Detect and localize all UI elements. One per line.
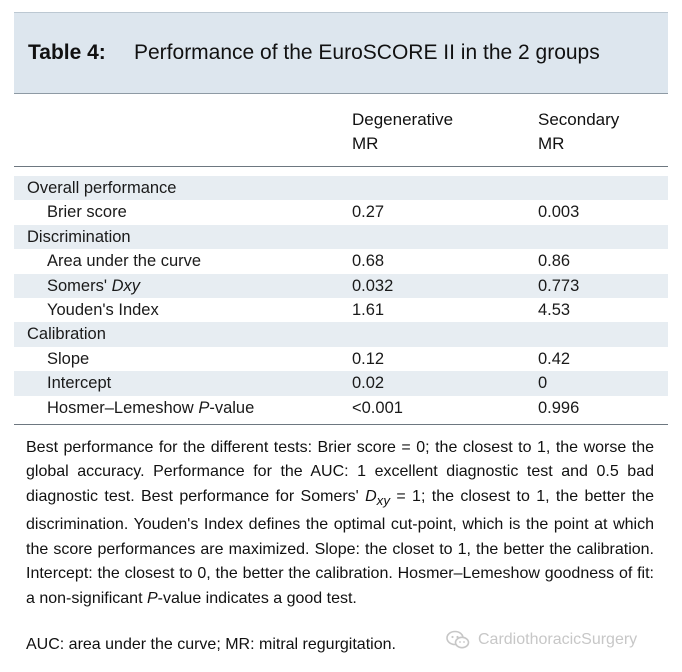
cell-secondary: 0.003 bbox=[538, 203, 580, 222]
table-row-discrimination bbox=[14, 225, 668, 249]
table-row-intercept bbox=[14, 371, 668, 395]
table-title: Performance of the EuroSCORE II in the 2 groups bbox=[134, 41, 600, 64]
table-row-slope bbox=[14, 347, 668, 371]
footnote-symbol: D bbox=[365, 487, 377, 505]
row-label-symbol: P bbox=[198, 398, 210, 417]
cell-degenerative: 0.12 bbox=[352, 349, 385, 368]
table-label: Table 4: bbox=[28, 41, 106, 64]
row-label-text: Somers' bbox=[47, 276, 112, 295]
body-divider bbox=[14, 424, 668, 425]
cell-degenerative: <0.001 bbox=[352, 398, 403, 417]
cell-degenerative: 1.61 bbox=[352, 300, 385, 319]
table-body bbox=[14, 176, 668, 420]
table-row-somers-dxy bbox=[14, 274, 668, 298]
column-header-secondary-line1: Secondary bbox=[538, 110, 620, 129]
row-label: Overall performance bbox=[27, 179, 177, 197]
footnote-subscript: xy bbox=[376, 493, 390, 508]
row-label-text: Hosmer–Lemeshow bbox=[47, 398, 199, 417]
row-label: Youden's Index bbox=[47, 300, 159, 319]
cell-secondary: 0 bbox=[538, 374, 548, 393]
cell-degenerative: 0.02 bbox=[352, 374, 385, 393]
table-footnote bbox=[26, 436, 654, 611]
cell-secondary: 0.773 bbox=[538, 276, 580, 295]
row-label: Area under the curve bbox=[47, 252, 202, 271]
footnote-text: Best performance for the different tests: Brier score = 0; the closest to 1, the worse the global accuracy. Performance for the AUC: 1 excellent diagnostic test and 0.5 bad diagnostic test. Best performance for Somers' bbox=[26, 439, 654, 505]
cell-degenerative: 0.68 bbox=[352, 252, 385, 271]
table-title-bar bbox=[14, 12, 668, 94]
table-row-brier-score bbox=[14, 200, 668, 224]
column-header-degenerative bbox=[352, 108, 453, 156]
row-label: Brier score bbox=[47, 203, 127, 222]
table-row-youden-index bbox=[14, 298, 668, 322]
footnote-p-symbol: P bbox=[146, 589, 158, 607]
table-row-hosmer-lemeshow bbox=[14, 396, 668, 420]
row-label: Calibration bbox=[27, 325, 106, 344]
cell-secondary: 0.86 bbox=[538, 252, 571, 271]
header-divider bbox=[14, 166, 668, 167]
abbreviations-note: AUC: area under the curve; MR: mitral regurgitation. bbox=[26, 636, 396, 653]
cell-degenerative: 0.032 bbox=[352, 276, 394, 295]
table-row-auc bbox=[14, 249, 668, 273]
row-label: Intercept bbox=[47, 374, 112, 393]
column-header-secondary-line2: MR bbox=[538, 134, 565, 153]
table-row-calibration bbox=[14, 322, 668, 346]
row-label: Discrimination bbox=[27, 227, 131, 246]
cell-secondary: 0.42 bbox=[538, 349, 571, 368]
cell-secondary: 0.996 bbox=[538, 398, 580, 417]
row-label bbox=[47, 396, 254, 420]
footnote-text: = 1; the closest to 1, the better the discrimination. Youden's Index defines the optimal cut-point, which is the point at which the score performances are maximized. Slope: the closet to 1, the better the calibration. Intercept: the closest to 0, the better the calibration. Hosmer–Lemeshow goodness of fit: a non-significant bbox=[26, 487, 655, 607]
row-label-symbol: Dxy bbox=[111, 276, 141, 295]
watermark-text: CardiothoracicSurgery bbox=[478, 631, 638, 648]
column-header-degenerative-line2: MR bbox=[352, 134, 379, 153]
cell-degenerative: 0.27 bbox=[352, 203, 385, 222]
column-header-degenerative-line1: Degenerative bbox=[352, 110, 454, 129]
footnote-text: -value indicates a good test. bbox=[157, 589, 357, 607]
row-label: Slope bbox=[47, 349, 90, 368]
watermark bbox=[446, 630, 637, 650]
cell-secondary: 4.53 bbox=[538, 300, 571, 319]
wechat-icon bbox=[446, 630, 470, 650]
row-label-suffix: -value bbox=[209, 398, 255, 417]
row-label bbox=[47, 274, 140, 298]
column-header-secondary bbox=[538, 108, 619, 156]
table-row-overall-performance bbox=[14, 176, 668, 200]
